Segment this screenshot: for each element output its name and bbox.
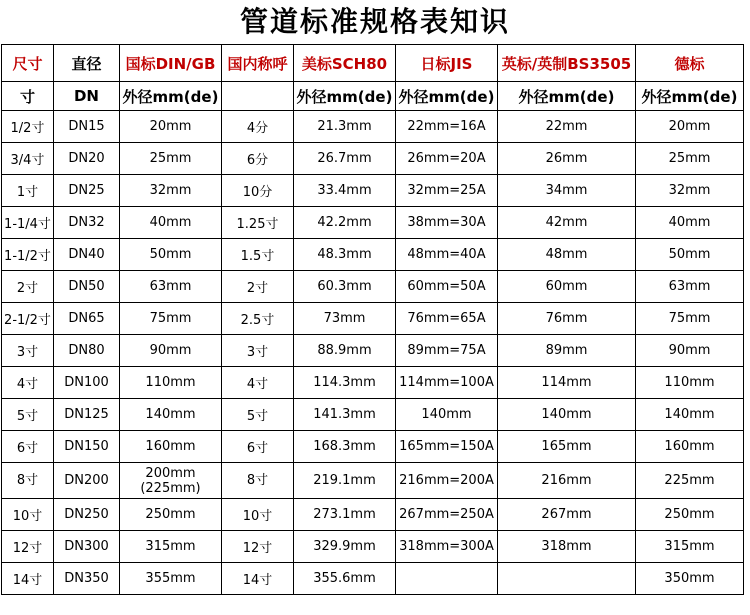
table-cell: 33.4mm bbox=[294, 175, 396, 207]
table-cell: 4分 bbox=[222, 111, 294, 143]
table-cell: DN350 bbox=[54, 563, 120, 595]
table-cell: 329.9mm bbox=[294, 531, 396, 563]
header-cell: 国内称呼 bbox=[222, 45, 294, 82]
table-cell: 48mm bbox=[498, 239, 636, 271]
header-cell: 直径 bbox=[54, 45, 120, 82]
table-cell: 3/4寸 bbox=[2, 143, 54, 175]
table-cell: 89mm=75A bbox=[396, 335, 498, 367]
table-cell: 165mm bbox=[498, 431, 636, 463]
table-cell: DN40 bbox=[54, 239, 120, 271]
table-cell: 10寸 bbox=[2, 499, 54, 531]
table-row bbox=[2, 175, 744, 207]
table-cell: 200mm (225mm) bbox=[120, 463, 222, 499]
table-cell: 1/2寸 bbox=[2, 111, 54, 143]
table-row bbox=[2, 271, 744, 303]
subheader-cell: 外径mm(de) bbox=[294, 82, 396, 111]
table-cell: 40mm bbox=[636, 207, 744, 239]
table-cell: 110mm bbox=[636, 367, 744, 399]
table-cell: 5寸 bbox=[222, 399, 294, 431]
table-cell: 50mm bbox=[636, 239, 744, 271]
table-cell: 110mm bbox=[120, 367, 222, 399]
table-row bbox=[2, 531, 744, 563]
table-cell: 14寸 bbox=[2, 563, 54, 595]
table-cell: 25mm bbox=[120, 143, 222, 175]
table-cell: DN32 bbox=[54, 207, 120, 239]
table-row bbox=[2, 367, 744, 399]
subheader-cell: 寸 bbox=[2, 82, 54, 111]
table-cell: 6分 bbox=[222, 143, 294, 175]
table-cell: 25mm bbox=[636, 143, 744, 175]
table-cell: 14寸 bbox=[222, 563, 294, 595]
table-cell: 114mm=100A bbox=[396, 367, 498, 399]
table-cell: 315mm bbox=[636, 531, 744, 563]
table-cell: 76mm bbox=[498, 303, 636, 335]
table-cell: 22mm=16A bbox=[396, 111, 498, 143]
table-cell: 165mm=150A bbox=[396, 431, 498, 463]
table-cell: DN65 bbox=[54, 303, 120, 335]
table-cell: 10寸 bbox=[222, 499, 294, 531]
table-cell: 273.1mm bbox=[294, 499, 396, 531]
table-cell: DN200 bbox=[54, 463, 120, 499]
table-row bbox=[2, 335, 744, 367]
table-row bbox=[2, 303, 744, 335]
table-cell: 141.3mm bbox=[294, 399, 396, 431]
table-cell: DN125 bbox=[54, 399, 120, 431]
table-cell: 90mm bbox=[120, 335, 222, 367]
header-cell: 国标DIN/GB bbox=[120, 45, 222, 82]
table-cell: 42mm bbox=[498, 207, 636, 239]
table-cell: 63mm bbox=[636, 271, 744, 303]
table-cell: 32mm bbox=[636, 175, 744, 207]
table-cell: 318mm=300A bbox=[396, 531, 498, 563]
subheader-cell: 外径mm(de) bbox=[636, 82, 744, 111]
table-cell: 219.1mm bbox=[294, 463, 396, 499]
table-cell: 21.3mm bbox=[294, 111, 396, 143]
table-cell: 32mm=25A bbox=[396, 175, 498, 207]
table-cell: DN25 bbox=[54, 175, 120, 207]
table-cell: 114.3mm bbox=[294, 367, 396, 399]
table-cell: DN250 bbox=[54, 499, 120, 531]
table-cell: DN80 bbox=[54, 335, 120, 367]
table-cell: 26.7mm bbox=[294, 143, 396, 175]
table-cell: 90mm bbox=[636, 335, 744, 367]
subheader-cell: 外径mm(de) bbox=[498, 82, 636, 111]
table-cell: 42.2mm bbox=[294, 207, 396, 239]
table-cell: 48mm=40A bbox=[396, 239, 498, 271]
table-cell: 8寸 bbox=[222, 463, 294, 499]
table-cell: 318mm bbox=[498, 531, 636, 563]
table-cell: 20mm bbox=[636, 111, 744, 143]
table-cell: DN100 bbox=[54, 367, 120, 399]
table-cell: 75mm bbox=[120, 303, 222, 335]
table-cell: 6寸 bbox=[2, 431, 54, 463]
table-cell: 216mm bbox=[498, 463, 636, 499]
table-cell: DN150 bbox=[54, 431, 120, 463]
table-cell: 26mm bbox=[498, 143, 636, 175]
table-cell: 225mm bbox=[636, 463, 744, 499]
header-cell: 德标 bbox=[636, 45, 744, 82]
table-cell: 2寸 bbox=[2, 271, 54, 303]
table-cell: 48.3mm bbox=[294, 239, 396, 271]
table-cell: 63mm bbox=[120, 271, 222, 303]
table-cell: 50mm bbox=[120, 239, 222, 271]
table-row bbox=[2, 431, 744, 463]
table-cell: 1.5寸 bbox=[222, 239, 294, 271]
table-cell: 355.6mm bbox=[294, 563, 396, 595]
table-cell: 12寸 bbox=[222, 531, 294, 563]
table-cell: 3寸 bbox=[2, 335, 54, 367]
subheader-cell: 外径mm(de) bbox=[396, 82, 498, 111]
header-cell: 尺寸 bbox=[2, 45, 54, 82]
table-row bbox=[2, 463, 744, 499]
table-cell: 10分 bbox=[222, 175, 294, 207]
table-cell: 26mm=20A bbox=[396, 143, 498, 175]
table-cell: DN20 bbox=[54, 143, 120, 175]
table-cell: 12寸 bbox=[2, 531, 54, 563]
table-row bbox=[2, 563, 744, 595]
table-cell: 75mm bbox=[636, 303, 744, 335]
table-cell: 88.9mm bbox=[294, 335, 396, 367]
table-cell: 140mm bbox=[636, 399, 744, 431]
subheader-row bbox=[2, 82, 744, 111]
table-cell: 32mm bbox=[120, 175, 222, 207]
table-cell: DN300 bbox=[54, 531, 120, 563]
table-cell: 3寸 bbox=[222, 335, 294, 367]
table-cell: 1.25寸 bbox=[222, 207, 294, 239]
subheader-cell: DN bbox=[54, 82, 120, 111]
table-cell: 160mm bbox=[120, 431, 222, 463]
table-cell: 89mm bbox=[498, 335, 636, 367]
table-cell: 38mm=30A bbox=[396, 207, 498, 239]
table-cell: 1-1/4寸 bbox=[2, 207, 54, 239]
subheader-cell bbox=[222, 82, 294, 111]
table-cell: 2寸 bbox=[222, 271, 294, 303]
table-cell: 4寸 bbox=[222, 367, 294, 399]
table-cell: 73mm bbox=[294, 303, 396, 335]
table-cell: 1-1/2寸 bbox=[2, 239, 54, 271]
header-cell: 英标/英制BS3505 bbox=[498, 45, 636, 82]
table-cell: 350mm bbox=[636, 563, 744, 595]
table-cell: 267mm=250A bbox=[396, 499, 498, 531]
table-cell: 355mm bbox=[120, 563, 222, 595]
table-cell: 267mm bbox=[498, 499, 636, 531]
table-cell: DN15 bbox=[54, 111, 120, 143]
table-cell: 2-1/2寸 bbox=[2, 303, 54, 335]
header-cell: 日标JIS bbox=[396, 45, 498, 82]
table-cell: 6寸 bbox=[222, 431, 294, 463]
table-cell: 2.5寸 bbox=[222, 303, 294, 335]
table-cell: 315mm bbox=[120, 531, 222, 563]
table-row bbox=[2, 111, 744, 143]
page-title: 管道标准规格表知识 bbox=[239, 5, 510, 38]
table-row bbox=[2, 399, 744, 431]
table-cell: 8寸 bbox=[2, 463, 54, 499]
table-cell: 160mm bbox=[636, 431, 744, 463]
table-cell: 5寸 bbox=[2, 399, 54, 431]
subheader-cell: 外径mm(de) bbox=[120, 82, 222, 111]
table-cell: 76mm=65A bbox=[396, 303, 498, 335]
pipe-spec-table bbox=[1, 44, 744, 595]
table-cell: 168.3mm bbox=[294, 431, 396, 463]
table-cell: 1寸 bbox=[2, 175, 54, 207]
table-cell: 40mm bbox=[120, 207, 222, 239]
table-cell: 4寸 bbox=[2, 367, 54, 399]
table-row bbox=[2, 207, 744, 239]
table-cell: 140mm bbox=[498, 399, 636, 431]
table-cell bbox=[498, 563, 636, 595]
table-cell: 140mm bbox=[120, 399, 222, 431]
table-row bbox=[2, 499, 744, 531]
table-cell: 216mm=200A bbox=[396, 463, 498, 499]
header-cell: 美标SCH80 bbox=[294, 45, 396, 82]
table-cell: 60.3mm bbox=[294, 271, 396, 303]
table-cell: 34mm bbox=[498, 175, 636, 207]
table-cell: 140mm bbox=[396, 399, 498, 431]
table-cell: DN50 bbox=[54, 271, 120, 303]
table-cell: 60mm=50A bbox=[396, 271, 498, 303]
table-row bbox=[2, 239, 744, 271]
table-cell: 22mm bbox=[498, 111, 636, 143]
table-cell: 114mm bbox=[498, 367, 636, 399]
table-cell: 250mm bbox=[636, 499, 744, 531]
table-row bbox=[2, 143, 744, 175]
table-cell: 20mm bbox=[120, 111, 222, 143]
table-cell bbox=[396, 563, 498, 595]
header-row bbox=[2, 45, 744, 82]
table-cell: 250mm bbox=[120, 499, 222, 531]
table-cell: 60mm bbox=[498, 271, 636, 303]
